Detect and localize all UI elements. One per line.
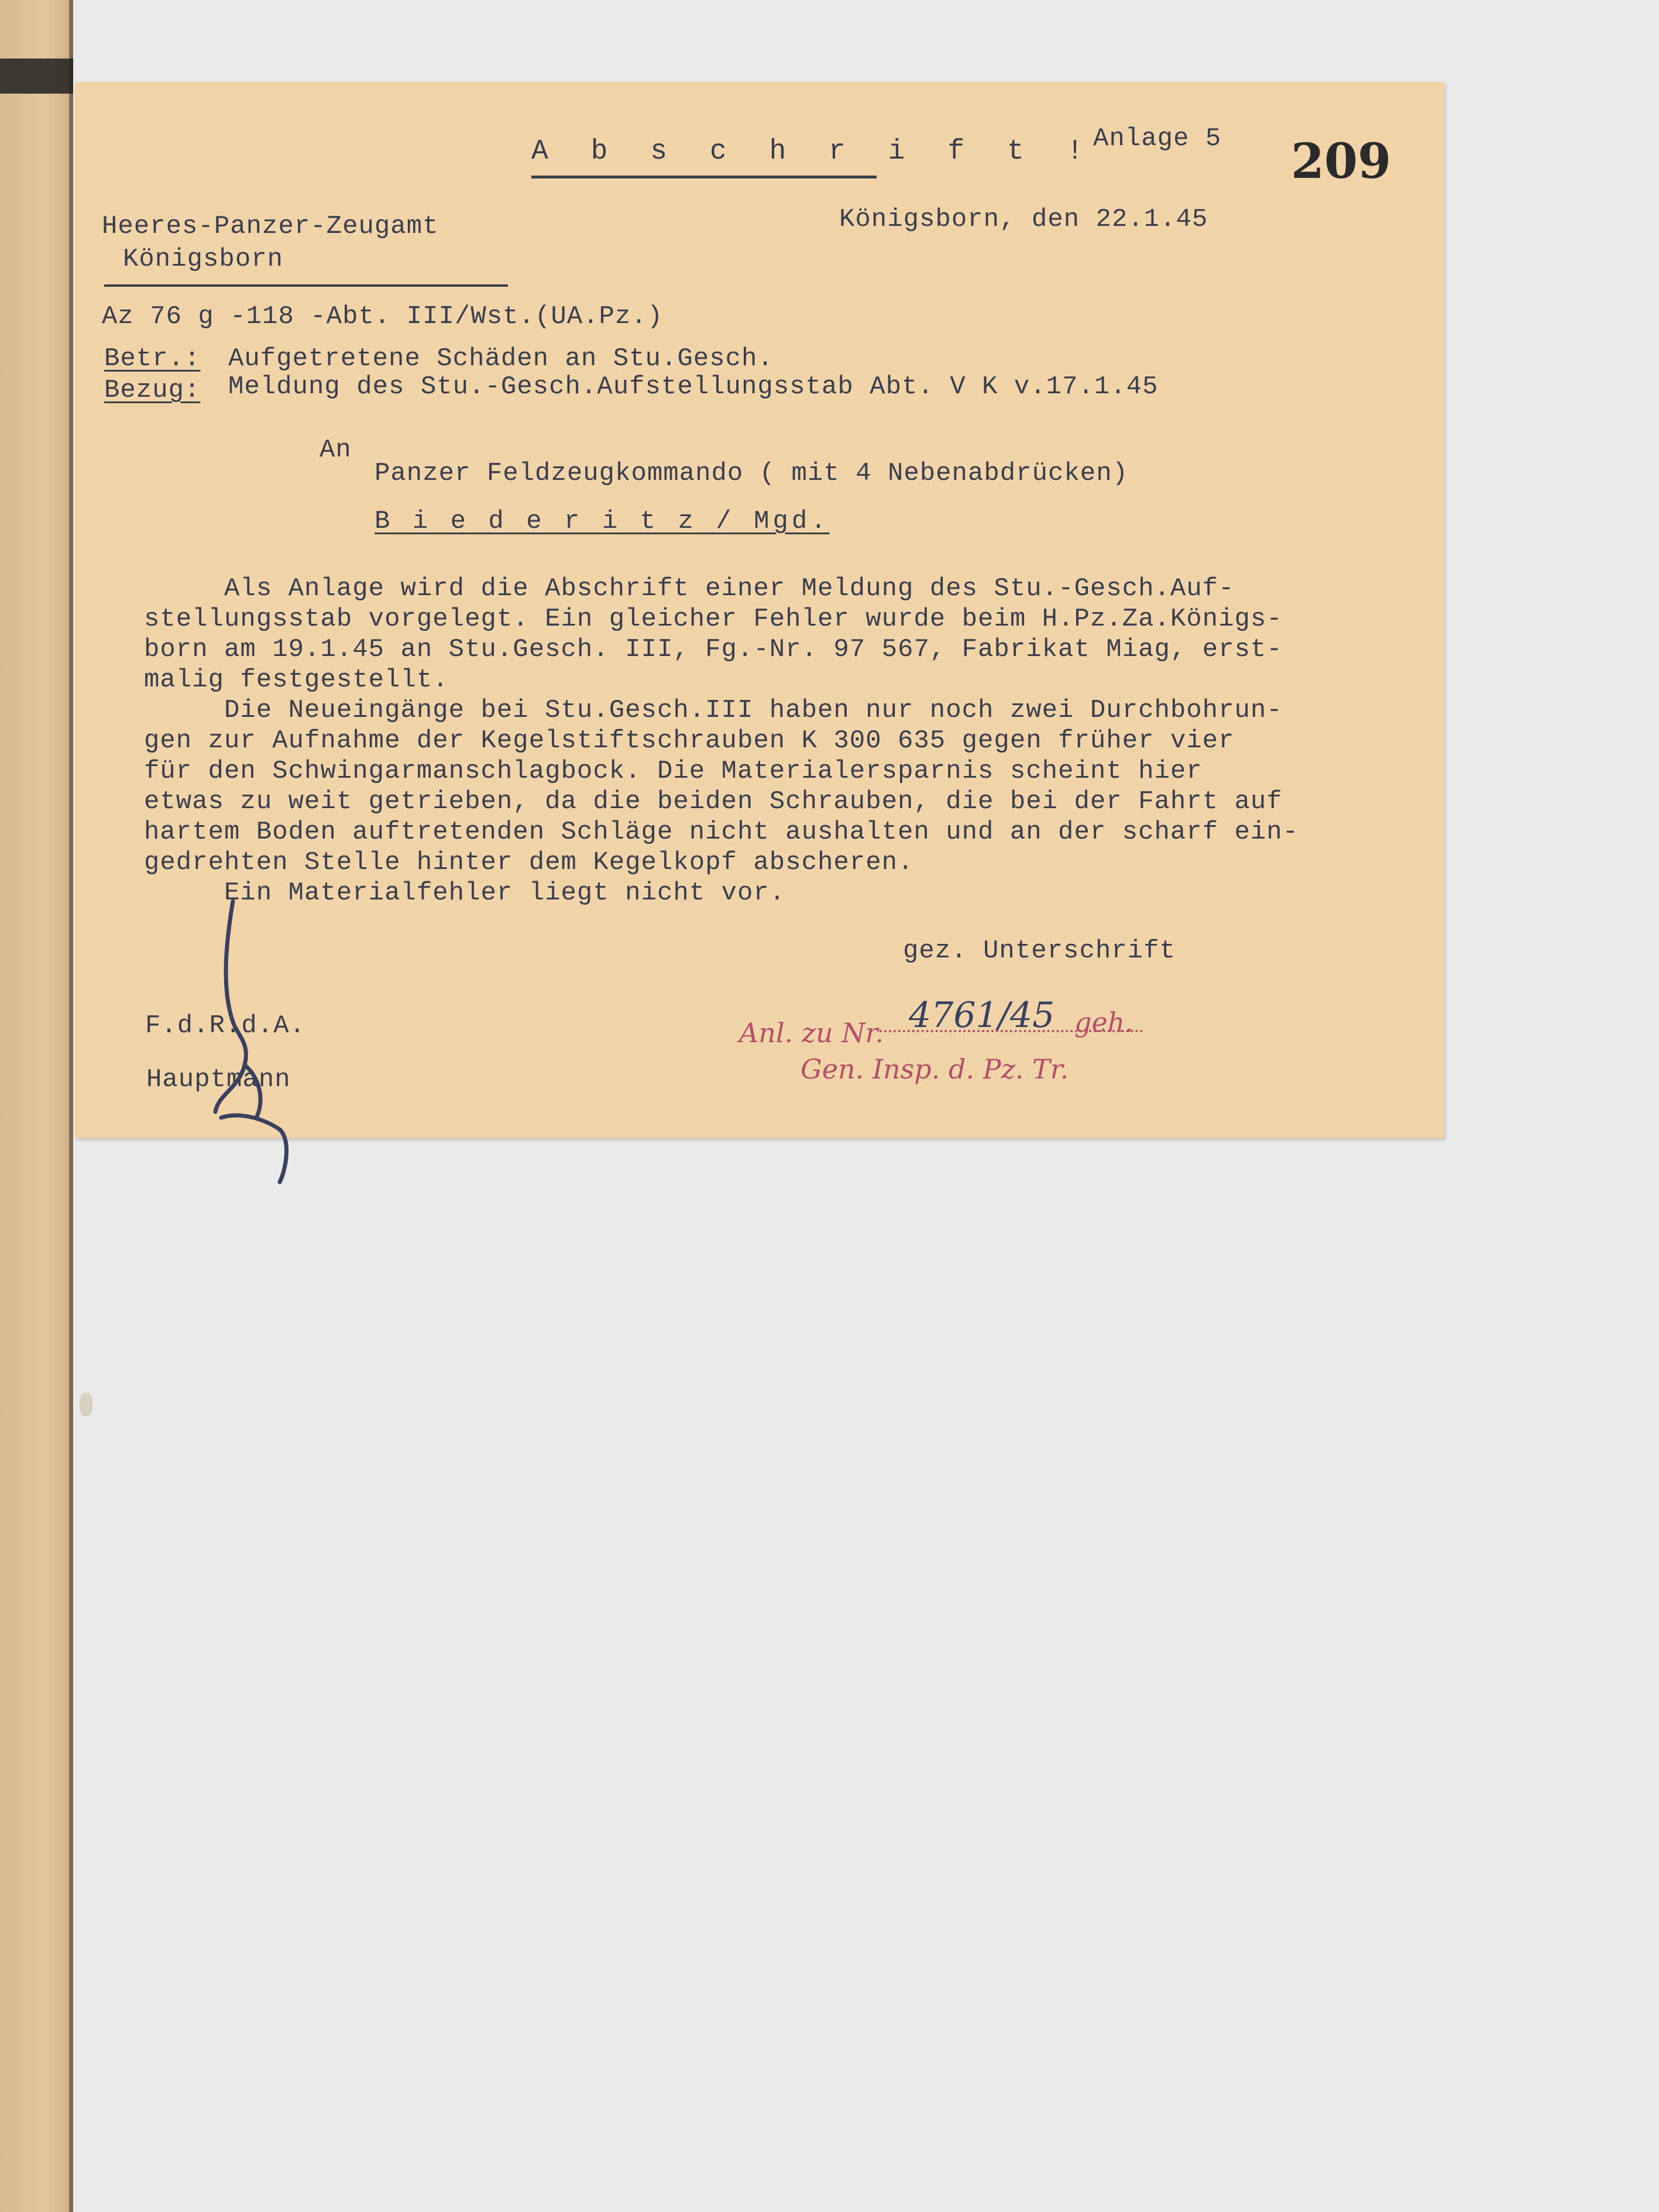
stamp-line-1-prefix: Anl. zu Nr. — [739, 1017, 884, 1049]
body-line: gen zur Aufnahme der Kegelstiftschrauben K 300 635 gegen früher vier — [144, 726, 1235, 755]
handwritten-signature — [163, 866, 315, 1217]
stamp-line-1-suffix: geh. — [1074, 1007, 1134, 1038]
body-line: gedrehten Stelle hinter dem Kegelkopf abscheren. — [144, 848, 914, 877]
reference-text: Meldung des Stu.-Gesch.Aufstellungsstab Abt. V K v.17.1.45 — [228, 372, 1159, 401]
document-title: A b s c h r i f t ! — [531, 136, 1097, 167]
folder-edge — [0, 0, 73, 2212]
folder-clip — [0, 59, 73, 94]
body-line: etwas zu weit getrieben, da die beiden Schrauben, die bei der Fahrt auf — [144, 787, 1283, 816]
certification-abbrev: F.d.R.d.A. — [145, 1011, 306, 1040]
place-date: Königsborn, den 22.1.45 — [839, 205, 1208, 234]
page-number: 209 — [1291, 133, 1392, 190]
letter-body — [144, 573, 1299, 908]
rank: Hauptmann — [146, 1065, 291, 1094]
subject-text: Aufgetretene Schäden an Stu.Gesch. — [228, 344, 774, 373]
body-line: Als Anlage wird die Abschrift einer Meldung des Stu.-Gesch.Auf- — [144, 574, 1235, 603]
body-line: malig festgestellt. — [144, 665, 449, 695]
body-line: Die Neueingänge bei Stu.Gesch.III haben nur noch zwei Durchbohrun- — [144, 696, 1283, 725]
title-underline — [531, 176, 877, 178]
body-line: hartem Boden auftretenden Schläge nicht aushalten und an der scharf ein- — [144, 818, 1299, 847]
addressee-prefix: An — [320, 435, 352, 465]
reference-number: Az 76 g -118 -Abt. III/Wst.(UA.Pz.) — [102, 302, 664, 331]
body-line: born am 19.1.45 an Stu.Gesch. III, Fg.-Nr. 97 567, Fabrikat Miag, erst- — [144, 635, 1283, 664]
folder-spine-line — [69, 0, 73, 2212]
signature-line: gez. Unterschrift — [903, 936, 1176, 966]
stamp-line-2: Gen. Insp. d. Pz. Tr. — [801, 1053, 1069, 1085]
recipient-city: B i e d e r i t z / Mgd. — [375, 507, 830, 536]
recipient: Panzer Feldzeugkommando ( mit 4 Nebenabdrücken) — [375, 459, 1129, 488]
reference-label: Bezug: — [104, 376, 201, 405]
stamp-number-handwritten: 4761/45 — [909, 995, 1055, 1036]
document-sheet — [75, 82, 1444, 1138]
attachment-label: Anlage 5 — [1093, 124, 1222, 153]
subject-label: Betr.: — [104, 344, 201, 373]
body-line: stellungsstab vorgelegt. Ein gleicher Fehler wurde beim H.Pz.Za.Königs- — [144, 604, 1283, 634]
body-line: für den Schwingarmanschlagbock. Die Materialersparnis scheint hier — [144, 757, 1203, 786]
sender-line-1: Heeres-Panzer-Zeugamt — [102, 212, 439, 241]
binder-hole — [80, 1393, 92, 1416]
body-line: Ein Materialfehler liegt nicht vor. — [144, 878, 786, 908]
sender-underline — [104, 284, 508, 287]
sender-line-2: Königsborn — [123, 245, 284, 274]
